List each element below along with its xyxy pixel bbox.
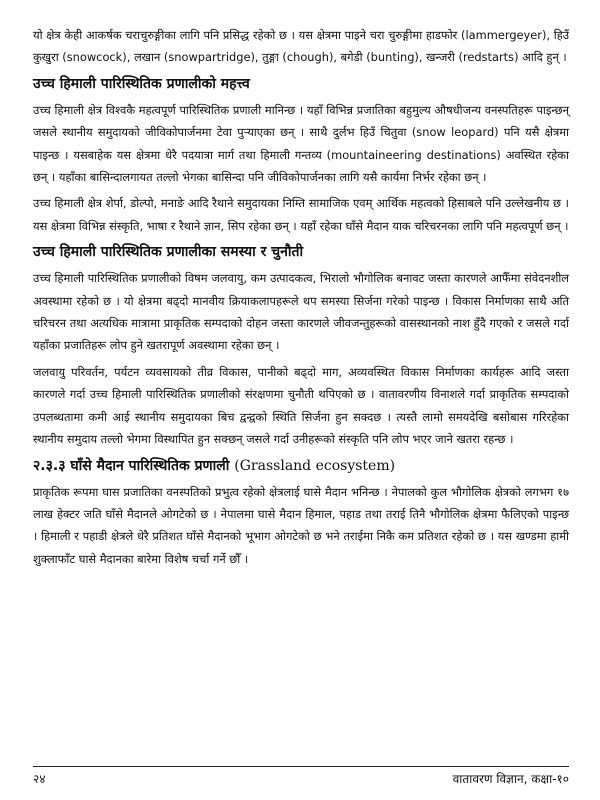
heading-importance: उच्च हिमाली पारिस्थितिक प्रणालीको महत्त्व bbox=[33, 75, 250, 92]
book-title: वातावरण विज्ञान, कक्षा-१० bbox=[452, 772, 569, 786]
paragraph-birds: यो क्षेत्र केही आकर्षक चराचुरुङ्गीका लागि पनि प्रसिद्ध रहेको छ । यस क्षेत्रमा पाइने चरा चुरुङ्गीमा हाडफोर (lammergeyer), हिउँ कुखुरा (snowcock), लखान (snowpartridge), तुङ्गा (chough), बगेडी (bunting), खन्जरी (redstarts) आदि हुन् । bbox=[33, 28, 569, 65]
paragraph-grassland: प्राकृतिक रूपमा घास प्रजातिका वनस्पतिको प्रभुत्व रहेको क्षेत्रलाई घासे मैदान भनिन्छ । नेपालको कुल भौगोलिक क्षेत्रको लगभग १७ लाख हेक्टर जति घाँसे मैदानले ओगटेको छ । नेपालमा घासे मैदान हिमाल, पहाड तथा तराई तिनै भौगोलिक क्षेत्रमा फैलिएको पाइन्छ । हिमाली र पहाडी क्षेत्रले धेरै प्रतिशत घाँसे मैदानको भूभाग ओगटेको छ भने तराईमा निकै कम प्रतिशत रहेको छ । यस खण्डमा हामी शुक्लाफाँट घासे मैदानका बारेमा विशेष चर्चा गर्ने छौँ । bbox=[33, 484, 569, 566]
heading-grassland-main: २.३.३ घाँसे मैदान पारिस्थितिक प्रणाली bbox=[33, 457, 230, 474]
page-body bbox=[33, 24, 569, 574]
paragraph-problems-1: उच्च हिमाली पारिस्थितिक प्रणालीको विषम जलवायु, कम उत्पादकत्व, भिरालो भौगोलिक बनावट जस्ता कारणले आफैँमा संवेदनशील अवस्थामा रहेको छ । यो क्षेत्रमा बढ्दो मानवीय क्रियाकलापहरूले थप समस्या सिर्जना गरेको पाइन्छ । विकास निर्माणका साथै अति चरिचरन तथा अत्यधिक मात्रामा प्राकृतिक सम्पदाको दोहन जस्ता कारणले जीवजन्तुहरूको वासस्थानको नाश हुँदै गएको र जसले गर्दा यहाँका प्रजातिहरू लोप हुने खतरापूर्ण अवस्थामा रहेका छन् । bbox=[33, 271, 569, 353]
heading-grassland bbox=[33, 455, 569, 477]
heading-grassland-english: (Grassland ecosystem) bbox=[234, 457, 396, 474]
paragraph-importance-2: उच्च हिमाली क्षेत्र शेर्पा, डोल्पो, मनाङे आदि रैथाने समुदायका निम्ति सामाजिक एवम् आर्थिक महत्वको हिसाबले पनि उल्लेखनीय छ । यस क्षेत्रमा विभिन्न संस्कृति, भाषा र रैथाने ज्ञान, सिप रहेका छन् । यहाँ रहेका घाँसे मैदान याक चरिचरनका लागि पनि महत्वपूर्ण छन् । bbox=[33, 196, 569, 233]
heading-problems: उच्च हिमाली पारिस्थितिक प्रणालीका समस्या र चुनौती bbox=[33, 244, 304, 261]
paragraph-importance-1: उच्च हिमाली क्षेत्र विश्वकै महत्वपूर्ण पारिस्थितिक प्रणाली मानिन्छ । यहाँ विभिन्न प्रजातिका बहुमुल्य औषधीजन्य वनस्पतिहरू पाइन्छन् जसले स्थानीय समुदायको जीविकोपार्जनमा टेवा पुऱ्याएका छन् । साथै दुर्लभ हिउँ चितुवा (snow leopard) पनि यसै क्षेत्रमा पाइन्छ । यसबाहेक यस क्षेत्रमा धेरै पदयात्रा मार्ग तथा हिमाली गन्तव्य (mountaineering destinations) अवस्थित रहेका छन् । यहाँका बासिन्दालगायत तल्लो भेगका बासिन्दा पनि जीविकोपार्जनका लागि यसै कार्यमा निर्भर रहेका छन् । bbox=[33, 102, 569, 185]
paragraph-problems-2: जलवायु परिवर्तन, पर्यटन व्यवसायको तीव्र विकास, पानीको बढ्दो माग, अव्यवस्थित विकास निर्माणका कार्यहरू आदि जस्ता कारणले गर्दा उच्च हिमाली पारिस्थितिक प्रणालीको संरक्षणमा चुनौती थपिएको छ । वातावरणीय विनाशले गर्दा प्राकृतिक सम्पदाको उपलब्धतामा कमी आई स्थानीय समुदायका बिच द्वन्द्वको स्थिति सिर्जना हुन सक्दछ । त्यस्तै लामो समयदेखि बसोबास गरिरहेका स्थानीय समुदाय तल्लो भेगमा विस्थापित हुन सक्छन् जसले गर्दा उनीहरूको संस्कृति पनि लोप भएर जाने खतरा रहन्छ । bbox=[33, 364, 569, 447]
page-footer bbox=[33, 766, 569, 787]
page-number: २४ bbox=[33, 772, 46, 786]
